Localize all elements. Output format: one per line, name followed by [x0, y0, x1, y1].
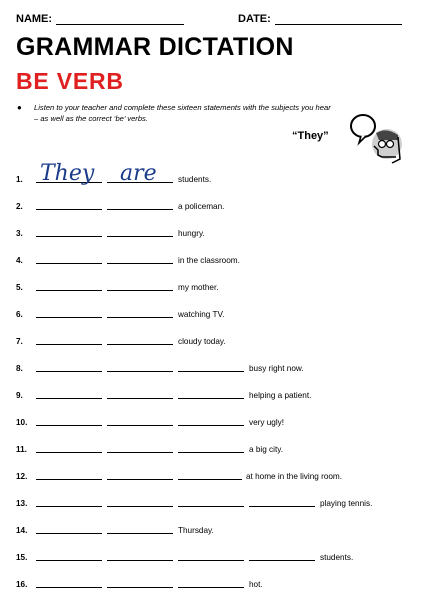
- answer-blank[interactable]: [178, 586, 244, 588]
- statement-text: students.: [178, 175, 212, 184]
- answer-blank[interactable]: [178, 559, 244, 561]
- answer-blank[interactable]: [36, 343, 102, 345]
- statement-number: 13.: [16, 499, 28, 508]
- page-subtitle: BE VERB: [16, 68, 124, 94]
- statement-number: 15.: [16, 553, 28, 562]
- answer-blank[interactable]: [107, 262, 173, 264]
- statement-text: at home in the living room.: [246, 472, 343, 481]
- answer-blank[interactable]: [36, 397, 102, 399]
- statement-text: hot.: [249, 580, 263, 589]
- answer-blank[interactable]: [178, 370, 244, 372]
- answer-blank[interactable]: [36, 451, 102, 453]
- statement-number: 5.: [16, 283, 23, 292]
- statement-row: [16, 359, 411, 373]
- answer-blank[interactable]: [107, 559, 173, 561]
- statement-number: 12.: [16, 472, 28, 481]
- statement-row: [16, 413, 411, 427]
- statement-row: [16, 575, 411, 589]
- statement-row: [16, 332, 411, 346]
- statement-number: 11.: [16, 445, 27, 454]
- statement-text: students.: [320, 553, 354, 562]
- statement-row: [16, 224, 411, 238]
- answer-blank[interactable]: [36, 505, 102, 507]
- statement-row: [16, 251, 411, 265]
- answer-blank[interactable]: [107, 478, 173, 480]
- statement-text: very ugly!: [249, 418, 285, 427]
- statement-number: 10.: [16, 418, 28, 427]
- answer-blank[interactable]: [36, 559, 102, 561]
- answer-blank[interactable]: [178, 505, 244, 507]
- statement-number: 16.: [16, 580, 28, 589]
- statement-number: 7.: [16, 337, 23, 346]
- answer-blank[interactable]: [36, 208, 102, 210]
- statement-number: 2.: [16, 202, 23, 211]
- statement-row: [16, 278, 411, 292]
- statement-text: playing tennis.: [320, 499, 373, 508]
- answer-blank[interactable]: [107, 235, 173, 237]
- statement-text: watching TV.: [178, 310, 225, 319]
- answer-blank[interactable]: [36, 586, 102, 588]
- handwritten-verb: are: [120, 161, 157, 186]
- date-line[interactable]: [275, 12, 402, 25]
- example-quote: “They”: [292, 130, 329, 142]
- statement-number: 9.: [16, 391, 23, 400]
- statement-number: 14.: [16, 526, 28, 535]
- answer-blank[interactable]: [36, 316, 102, 318]
- answer-blank[interactable]: [36, 289, 102, 291]
- answer-blank[interactable]: [178, 478, 242, 480]
- date-label: DATE:: [238, 13, 271, 25]
- date-field: [238, 12, 402, 25]
- answer-blank[interactable]: [178, 451, 244, 453]
- answer-blank[interactable]: [178, 424, 244, 426]
- instructions-text: Listen to your teacher and complete these sixteen statements with the subjects you hear – as well as the correct ‘be’ verbs.: [34, 103, 331, 123]
- statement-row: [16, 161, 411, 186]
- answer-blank[interactable]: [36, 532, 102, 534]
- statement-text: busy right now.: [249, 364, 304, 373]
- statement-text: my mother.: [178, 283, 219, 292]
- answer-blank[interactable]: [107, 289, 173, 291]
- statement-number: 3.: [16, 229, 23, 238]
- statement-text: hungry.: [178, 229, 205, 238]
- statement-row: [16, 197, 411, 211]
- statement-number: 4.: [16, 256, 23, 265]
- statement-row: [16, 494, 411, 508]
- statement-text: helping a patient.: [249, 391, 312, 400]
- statement-text: a policeman.: [178, 202, 225, 211]
- answer-blank[interactable]: [36, 370, 102, 372]
- answer-blank[interactable]: [36, 478, 102, 480]
- answer-blank[interactable]: [107, 451, 173, 453]
- statement-row: [16, 440, 411, 454]
- statement-text: in the classroom.: [178, 256, 240, 265]
- answer-blank[interactable]: [36, 424, 102, 426]
- statement-row: [16, 548, 411, 562]
- name-label: NAME:: [16, 13, 53, 25]
- answer-blank[interactable]: [178, 397, 244, 399]
- worksheet-header: [16, 12, 411, 28]
- statement-row: [16, 386, 411, 400]
- statement-text: Thursday.: [178, 526, 214, 535]
- answer-blank[interactable]: [107, 586, 173, 588]
- name-field: [16, 12, 184, 25]
- page-title: GRAMMAR DICTATION: [16, 33, 294, 61]
- answer-blank[interactable]: [107, 532, 173, 534]
- name-line[interactable]: [56, 12, 184, 25]
- answer-blank[interactable]: [107, 316, 173, 318]
- instruction-bullet: ●: [17, 103, 22, 112]
- answer-blank[interactable]: [36, 235, 102, 237]
- statement-number: 8.: [16, 364, 23, 373]
- answer-blank[interactable]: [249, 559, 315, 561]
- speaking-person-icon: [348, 113, 406, 165]
- answer-blank[interactable]: [107, 505, 173, 507]
- statement-row: [16, 521, 411, 535]
- answer-blank[interactable]: [36, 262, 102, 264]
- answer-blank[interactable]: [107, 370, 173, 372]
- statement-text: cloudy today.: [178, 337, 226, 346]
- statement-text: a big city.: [249, 445, 283, 454]
- answer-blank[interactable]: [107, 208, 173, 210]
- handwritten-subject: They: [40, 161, 95, 186]
- answer-blank[interactable]: [107, 424, 173, 426]
- statement-row: [16, 467, 411, 481]
- answer-blank[interactable]: [107, 343, 173, 345]
- answer-blank[interactable]: [107, 397, 173, 399]
- statement-number: 6.: [16, 310, 23, 319]
- statement-row: [16, 305, 411, 319]
- answer-blank[interactable]: [249, 505, 315, 507]
- statement-number: 1.: [16, 175, 23, 184]
